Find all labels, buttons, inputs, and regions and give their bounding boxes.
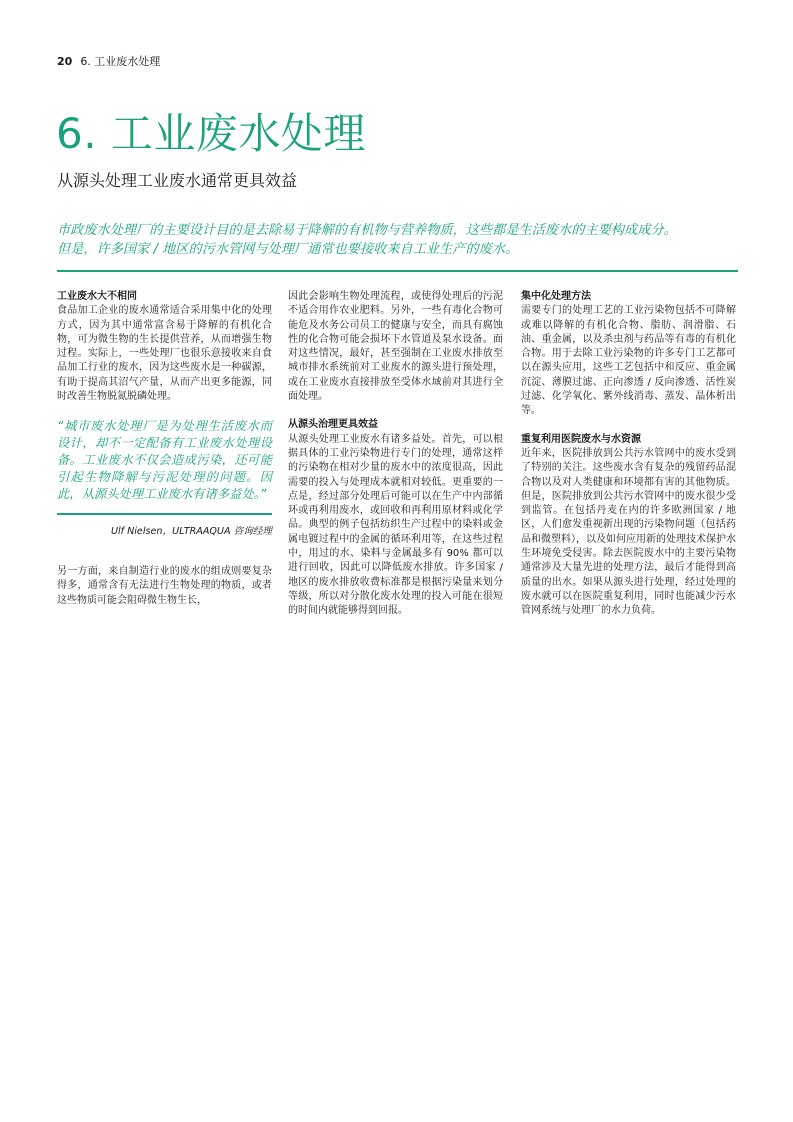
page-number: 20: [57, 55, 73, 68]
section-heading: 从源头治理更具效益: [288, 419, 378, 431]
body-paragraph: 食品加工企业的废水通常适合采用集中化的处理方式，因为其中通常富含易于降解的有机化合物，可为微生物的生长提供营养，从而增强生物过程。实际上，一些处理厂也很乐意接收来自食品加工行业的废水，因为这些废水是一种碳源，有助于提高其沼气产量，从而产出更多能源，同时改善生物脱氮脱磷处理。: [57, 305, 272, 403]
column-2: [288, 290, 503, 619]
section-heading: 重复利用医院废水与水资源: [521, 433, 641, 445]
column-1: [57, 290, 272, 608]
page-title: 6. 工业废水处理: [56, 109, 366, 158]
body-paragraph: 因此会影响生物处理流程，或使得处理后的污泥不适合用作农业肥料。另外，一些有毒化合物可能危及水务公司员工的健康与安全，而具有腐蚀性的化合物可能会损坏下水管道及泵水设备。面对这些情况，最好，甚至强制在工业废水排放至城市排水系统前对工业废水的源头进行预处理，或在工业废水直接排放至受体水域前对其进行全面处理。: [288, 291, 503, 403]
body-paragraph: 从源头处理工业废水有诸多益处。首先，可以根据具体的工业污染物进行专门的处理，通常这样的污染物在相对少量的废水中的浓度很高，因此需要的投入与处理成本就相对较低。更重要的一点是，经过部分处理后可能可以在生产中内部循环或再利用废水，或回收和再利用原材料或化学品。典型的例子包括纺织生产过程中的染料或金属电镀过程中的金属的循环利用等，在这些过程中，用过的水、染料与金属最多有 90% 都可以进行回收，因此可以降低废水排放。许多国家 / 地区的废水排放收费标准都是根据污染量来划分等级，所以对分散化废水处理的投入可能在很短的时间内就能够得到回报。: [288, 433, 503, 617]
pull-quote: “城市废水处理厂是为处理生活废水而设计，却不一定配备有工业废水处理设备。工业废水不仅会造成污染，还可能引起生物降解与污泥处理的问题。因此，从源头处理工业废水有诸多益处。”: [57, 419, 272, 502]
page-subtitle: 从源头处理工业废水通常更具效益: [57, 171, 298, 190]
body-paragraph: 另一方面，来自制造行业的废水的组成则要复杂得多，通常含有无法进行生物处理的物质，或者这些物质可能会阻碍微生物生长，: [57, 566, 272, 606]
running-section: 6. 工业废水处理: [80, 55, 161, 68]
intro-line: 但是，许多国家 / 地区的污水管网与处理厂通常也要接收来自工业生产的废水。: [57, 242, 519, 257]
section-heading: 工业废水大不相同: [57, 291, 137, 302]
running-header: [57, 53, 160, 69]
body-paragraph: 需要专门的处理工艺的工业污染物包括不可降解或难以降解的有机化合物、脂肪、润滑脂、石油、重金属，以及杀虫剂与药品等有毒的有机化合物。用于去除工业污染物的许多专门工艺都可以在源头应用，这些工艺包括中和反应、重金属沉淀、薄膜过滤、正向渗透 / 反向渗透、活性炭过滤、化学氧化、紫外线消毒、蒸发、晶体析出等。: [521, 305, 736, 417]
quote-attribution: Ulf Nielsen，ULTRAAQUA 咨询经理: [110, 525, 272, 537]
section-heading: 集中化处理方法: [521, 291, 591, 302]
intro-line: 市政废水处理厂的主要设计目的是去除易于降解的有机物与营养物质，这些都是生活废水的主要构成成分。: [57, 223, 677, 238]
divider: [57, 270, 738, 272]
quote-divider: [57, 513, 272, 515]
intro-text: [57, 221, 739, 259]
column-3: [521, 290, 736, 619]
body-paragraph: 近年来，医院排放到公共污水管网中的废水受到了特别的关注。这些废水含有复杂的残留药品混合物以及对人类健康和环境都有害的其他物质。但是，医院排放到公共污水管网中的废水很少受到监管。在包括丹麦在内的许多欧洲国家 / 地区，人们愈发重视新出现的污染物问题（包括药品和微塑料），以及如何应用新的处理技术保护水生环境免受侵害。除去医院废水中的主要污染物通常涉及大量先进的处理方法，最后才能得到高质量的出水。如果从源头进行处理，经过处理的废水就可以在医院重复利用，同时也能减少污水管网系统与处理厂的水力负荷。: [521, 447, 736, 617]
